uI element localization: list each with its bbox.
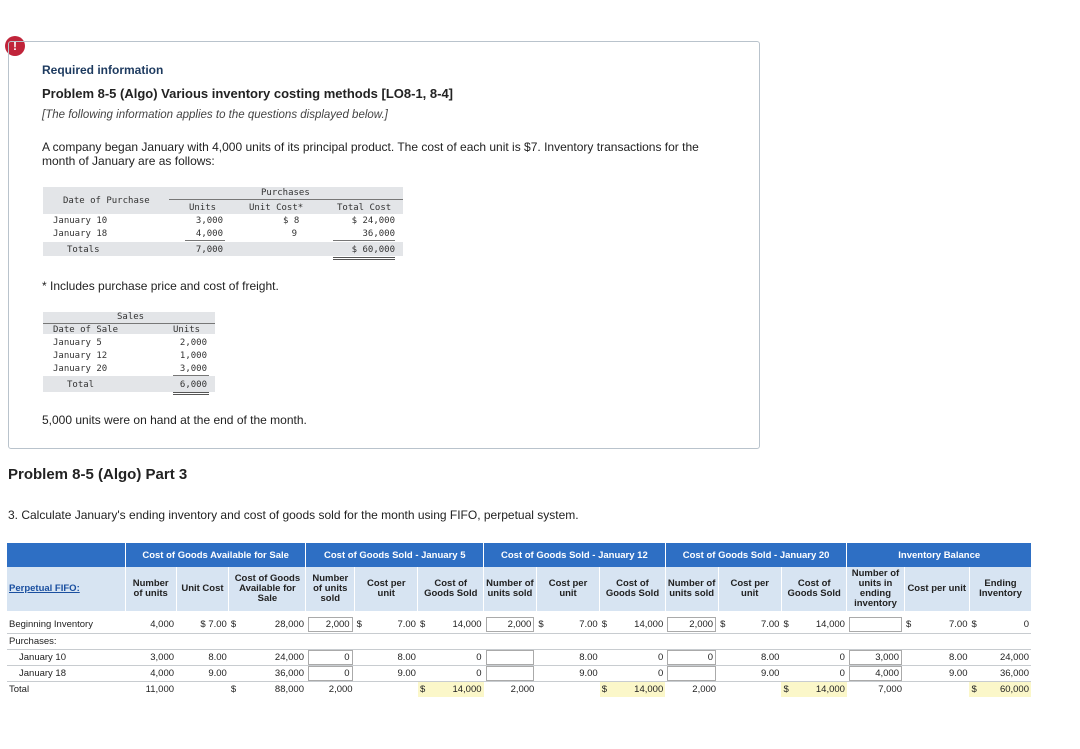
dollar-sign: $ <box>600 681 615 697</box>
col-units-ending-inventory: Number of units in ending inventory <box>847 567 904 611</box>
jan18-cogs-jan5: 0 <box>433 665 484 681</box>
jan10-cogs-jan5: 0 <box>433 649 484 665</box>
beginning-cgas: 28,000 <box>274 619 304 631</box>
purchase-date-1: January 10 <box>53 216 108 226</box>
row-label-jan18: January 18 <box>7 665 125 681</box>
jan18-cogs-jan20: 0 <box>796 665 847 681</box>
jan18-cost-jan5: 9.00 <box>369 665 418 681</box>
purchase-cost-1: $ 8 <box>283 216 300 226</box>
jan10-inventory-units-input[interactable]: 3,000 <box>849 650 902 665</box>
jan18-cost-jan20: 9.00 <box>733 665 782 681</box>
jan18-inventory-cost: 9.00 <box>919 665 970 681</box>
jan10-cost-jan12: 8.00 <box>551 649 600 665</box>
col-ending-inventory: Ending Inventory <box>969 567 1031 611</box>
total-cogs-jan12: 14,000 <box>615 681 666 697</box>
sales-table <box>43 312 215 396</box>
sale-date-1: January 5 <box>53 338 102 348</box>
dollar-sign: $ <box>600 617 615 633</box>
total-units-sold-jan20: 2,000 <box>692 683 717 695</box>
jan18-units-sold-jan12-input[interactable] <box>486 666 535 681</box>
col-cogs-jan5: Cost of Goods Sold <box>418 567 484 611</box>
total-units: 11,000 <box>145 683 175 695</box>
purchase-date-2: January 18 <box>53 229 108 239</box>
jan10-units-sold-jan20-input[interactable]: 0 <box>667 650 716 665</box>
purchase-total-2: 36,000 <box>362 229 395 239</box>
jan10-units: 3,000 <box>125 649 176 665</box>
purchase-cost-2: 9 <box>291 229 297 239</box>
jan18-inventory-units-input[interactable]: 4,000 <box>849 666 902 681</box>
jan18-units-sold-jan5-input[interactable]: 0 <box>308 666 353 681</box>
table-row-beginning <box>7 617 1031 633</box>
total-cogs-jan5: 14,000 <box>433 681 484 697</box>
col-unit-cost: Unit Cost <box>176 567 229 611</box>
required-information-panel <box>8 41 760 449</box>
dollar-sign: $ <box>200 619 206 631</box>
table-row-jan10 <box>7 649 1031 665</box>
beginning-units: 4,000 <box>125 617 176 633</box>
purchases-totals-label: Totals <box>67 245 100 255</box>
dollar-sign: $ <box>355 617 370 633</box>
beginning-cogs-jan5: 14,000 <box>433 617 484 633</box>
col-cost-per-unit-jan5: Cost per unit <box>355 567 418 611</box>
dollar-sign: $ <box>904 617 919 633</box>
sales-total-units: 6,000 <box>179 380 207 390</box>
dollar-sign: $ <box>969 617 984 633</box>
intro-paragraph: A company began January with 4,000 units of its principal product. The cost of each unit is $7. Inventory transactions for the month of January are as follows: <box>42 140 699 168</box>
header-cogs-jan20: Cost of Goods Sold - January 20 <box>665 543 847 567</box>
jan10-ending-inventory: 24,000 <box>984 649 1031 665</box>
jan10-units-sold-jan5-input[interactable]: 0 <box>308 650 353 665</box>
perpetual-fifo-link[interactable]: Perpetual FIFO: <box>9 583 80 594</box>
alert-icon: ! <box>5 36 25 56</box>
beginning-cogs-jan12: 14,000 <box>615 617 666 633</box>
part-title: Problem 8-5 (Algo) Part 3 <box>8 466 188 483</box>
jan18-units: 4,000 <box>125 665 176 681</box>
units-header: Units <box>189 203 217 213</box>
dollar-sign: $ <box>718 617 733 633</box>
beginning-inventory-units-input[interactable] <box>849 617 902 632</box>
col-cost-per-unit-jan20: Cost per unit <box>718 567 781 611</box>
jan18-cogs-jan12: 0 <box>615 665 666 681</box>
sales-units-header: Units <box>173 325 201 335</box>
col-units-sold-jan12: Number of units sold <box>484 567 537 611</box>
beginning-cogs-jan20: 14,000 <box>796 617 847 633</box>
row-label-jan10: January 10 <box>7 649 125 665</box>
purchases-totals-units: 7,000 <box>195 245 223 255</box>
dollar-sign: $ <box>536 617 551 633</box>
table-row-purchases-label <box>7 633 1031 649</box>
dollar-sign: $ <box>781 681 796 697</box>
beginning-ending-inventory: 0 <box>984 617 1031 633</box>
row-label-total: Total <box>9 683 30 695</box>
purchases-table <box>43 187 403 264</box>
purchase-units-2: 4,000 <box>195 229 223 239</box>
sale-date-2: January 12 <box>53 351 108 361</box>
dollar-sign: $ <box>418 681 433 697</box>
jan18-unit-cost: 9.00 <box>176 665 229 681</box>
col-cogs-jan12: Cost of Goods Sold <box>600 567 666 611</box>
units-on-hand-text: 5,000 units were on hand at the end of the month. <box>42 413 307 427</box>
beginning-cost-jan20: 7.00 <box>733 617 782 633</box>
dollar-sign: $ <box>230 683 237 695</box>
header-cogs-jan12: Cost of Goods Sold - January 12 <box>484 543 666 567</box>
purchase-total-1: $ 24,000 <box>351 216 395 226</box>
col-cost-per-unit-inventory: Cost per unit <box>904 567 969 611</box>
jan18-cost-jan12: 9.00 <box>551 665 600 681</box>
beginning-units-sold-jan5-input[interactable]: 2,000 <box>308 617 353 632</box>
beginning-inventory-cost: 7.00 <box>919 617 970 633</box>
total-cogs-jan20: 14,000 <box>796 681 847 697</box>
header-cgas: Cost of Goods Available for Sale <box>125 543 306 567</box>
table-row-jan18 <box>7 665 1031 681</box>
col-cost-per-unit-jan12: Cost per unit <box>536 567 599 611</box>
jan10-cost-jan20: 8.00 <box>733 649 782 665</box>
col-cost-goods-available: Cost of Goods Available for Sale <box>229 567 306 611</box>
beginning-cost-jan5: 7.00 <box>369 617 418 633</box>
row-label-purchases: Purchases: <box>7 633 125 649</box>
sale-units-2: 1,000 <box>179 351 207 361</box>
beginning-unit-cost: 7.00 <box>208 619 227 631</box>
jan10-cost-jan5: 8.00 <box>369 649 418 665</box>
sales-group-header: Sales <box>117 312 145 322</box>
dollar-sign: $ <box>969 681 984 697</box>
col-units-sold-jan20: Number of units sold <box>665 567 718 611</box>
date-of-purchase-header: Date of Purchase <box>63 196 150 206</box>
jan10-unit-cost: 8.00 <box>176 649 229 665</box>
table-row-total <box>7 681 1031 697</box>
jan18-units-sold-jan20-input[interactable] <box>667 666 716 681</box>
col-units-sold-jan5: Number of units sold <box>306 567 355 611</box>
total-ending-inventory: 60,000 <box>984 681 1031 697</box>
jan10-cogs-jan20: 0 <box>796 649 847 665</box>
jan10-units-sold-jan12-input[interactable] <box>486 650 535 665</box>
problem-subtitle: [The following information applies to the questions displayed below.] <box>42 109 388 121</box>
beginning-units-sold-jan12-input[interactable]: 2,000 <box>486 617 535 632</box>
total-cgas: 88,000 <box>274 683 304 695</box>
col-cogs-jan20: Cost of Goods Sold <box>781 567 847 611</box>
row-label-beginning: Beginning Inventory <box>7 617 125 633</box>
freight-footnote: * Includes purchase price and cost of freight. <box>42 279 279 293</box>
purchase-units-1: 3,000 <box>195 216 223 226</box>
header-inventory-balance: Inventory Balance <box>847 543 1031 567</box>
beginning-cost-jan12: 7.00 <box>551 617 600 633</box>
dollar-sign: $ <box>781 617 796 633</box>
col-number-of-units: Number of units <box>125 567 176 611</box>
part-question: 3. Calculate January's ending inventory and cost of goods sold for the month using FIFO, perpetual system. <box>8 508 579 522</box>
total-cost-header: Total Cost <box>337 203 392 213</box>
date-of-sale-header: Date of Sale <box>53 325 119 335</box>
sale-units-3: 3,000 <box>179 364 207 374</box>
jan10-inventory-cost: 8.00 <box>919 649 970 665</box>
dollar-sign: $ <box>418 617 433 633</box>
unit-cost-header: Unit Cost* <box>249 203 304 213</box>
jan18-ending-inventory: 36,000 <box>984 665 1031 681</box>
beginning-units-sold-jan20-input[interactable]: 2,000 <box>667 617 716 632</box>
header-cogs-jan5: Cost of Goods Sold - January 5 <box>306 543 484 567</box>
total-units-sold-jan12: 2,000 <box>510 683 535 695</box>
jan10-cogs-jan12: 0 <box>615 649 666 665</box>
jan10-cgas: 24,000 <box>229 649 306 665</box>
required-information-heading: Required information <box>42 63 164 77</box>
purchases-totals-total: $ 60,000 <box>351 245 395 255</box>
fifo-perpetual-table <box>7 543 1031 697</box>
purchases-group-header: Purchases <box>261 188 310 198</box>
sale-units-1: 2,000 <box>179 338 207 348</box>
total-units-sold-jan5: 2,000 <box>328 683 353 695</box>
problem-title: Problem 8-5 (Algo) Various inventory costing methods [LO8-1, 8-4] <box>42 86 454 101</box>
total-inventory-units: 7,000 <box>878 683 902 695</box>
sales-total-label: Total <box>67 380 95 390</box>
dollar-sign: $ <box>230 619 237 631</box>
jan18-cgas: 36,000 <box>229 665 306 681</box>
sale-date-3: January 20 <box>53 364 108 374</box>
